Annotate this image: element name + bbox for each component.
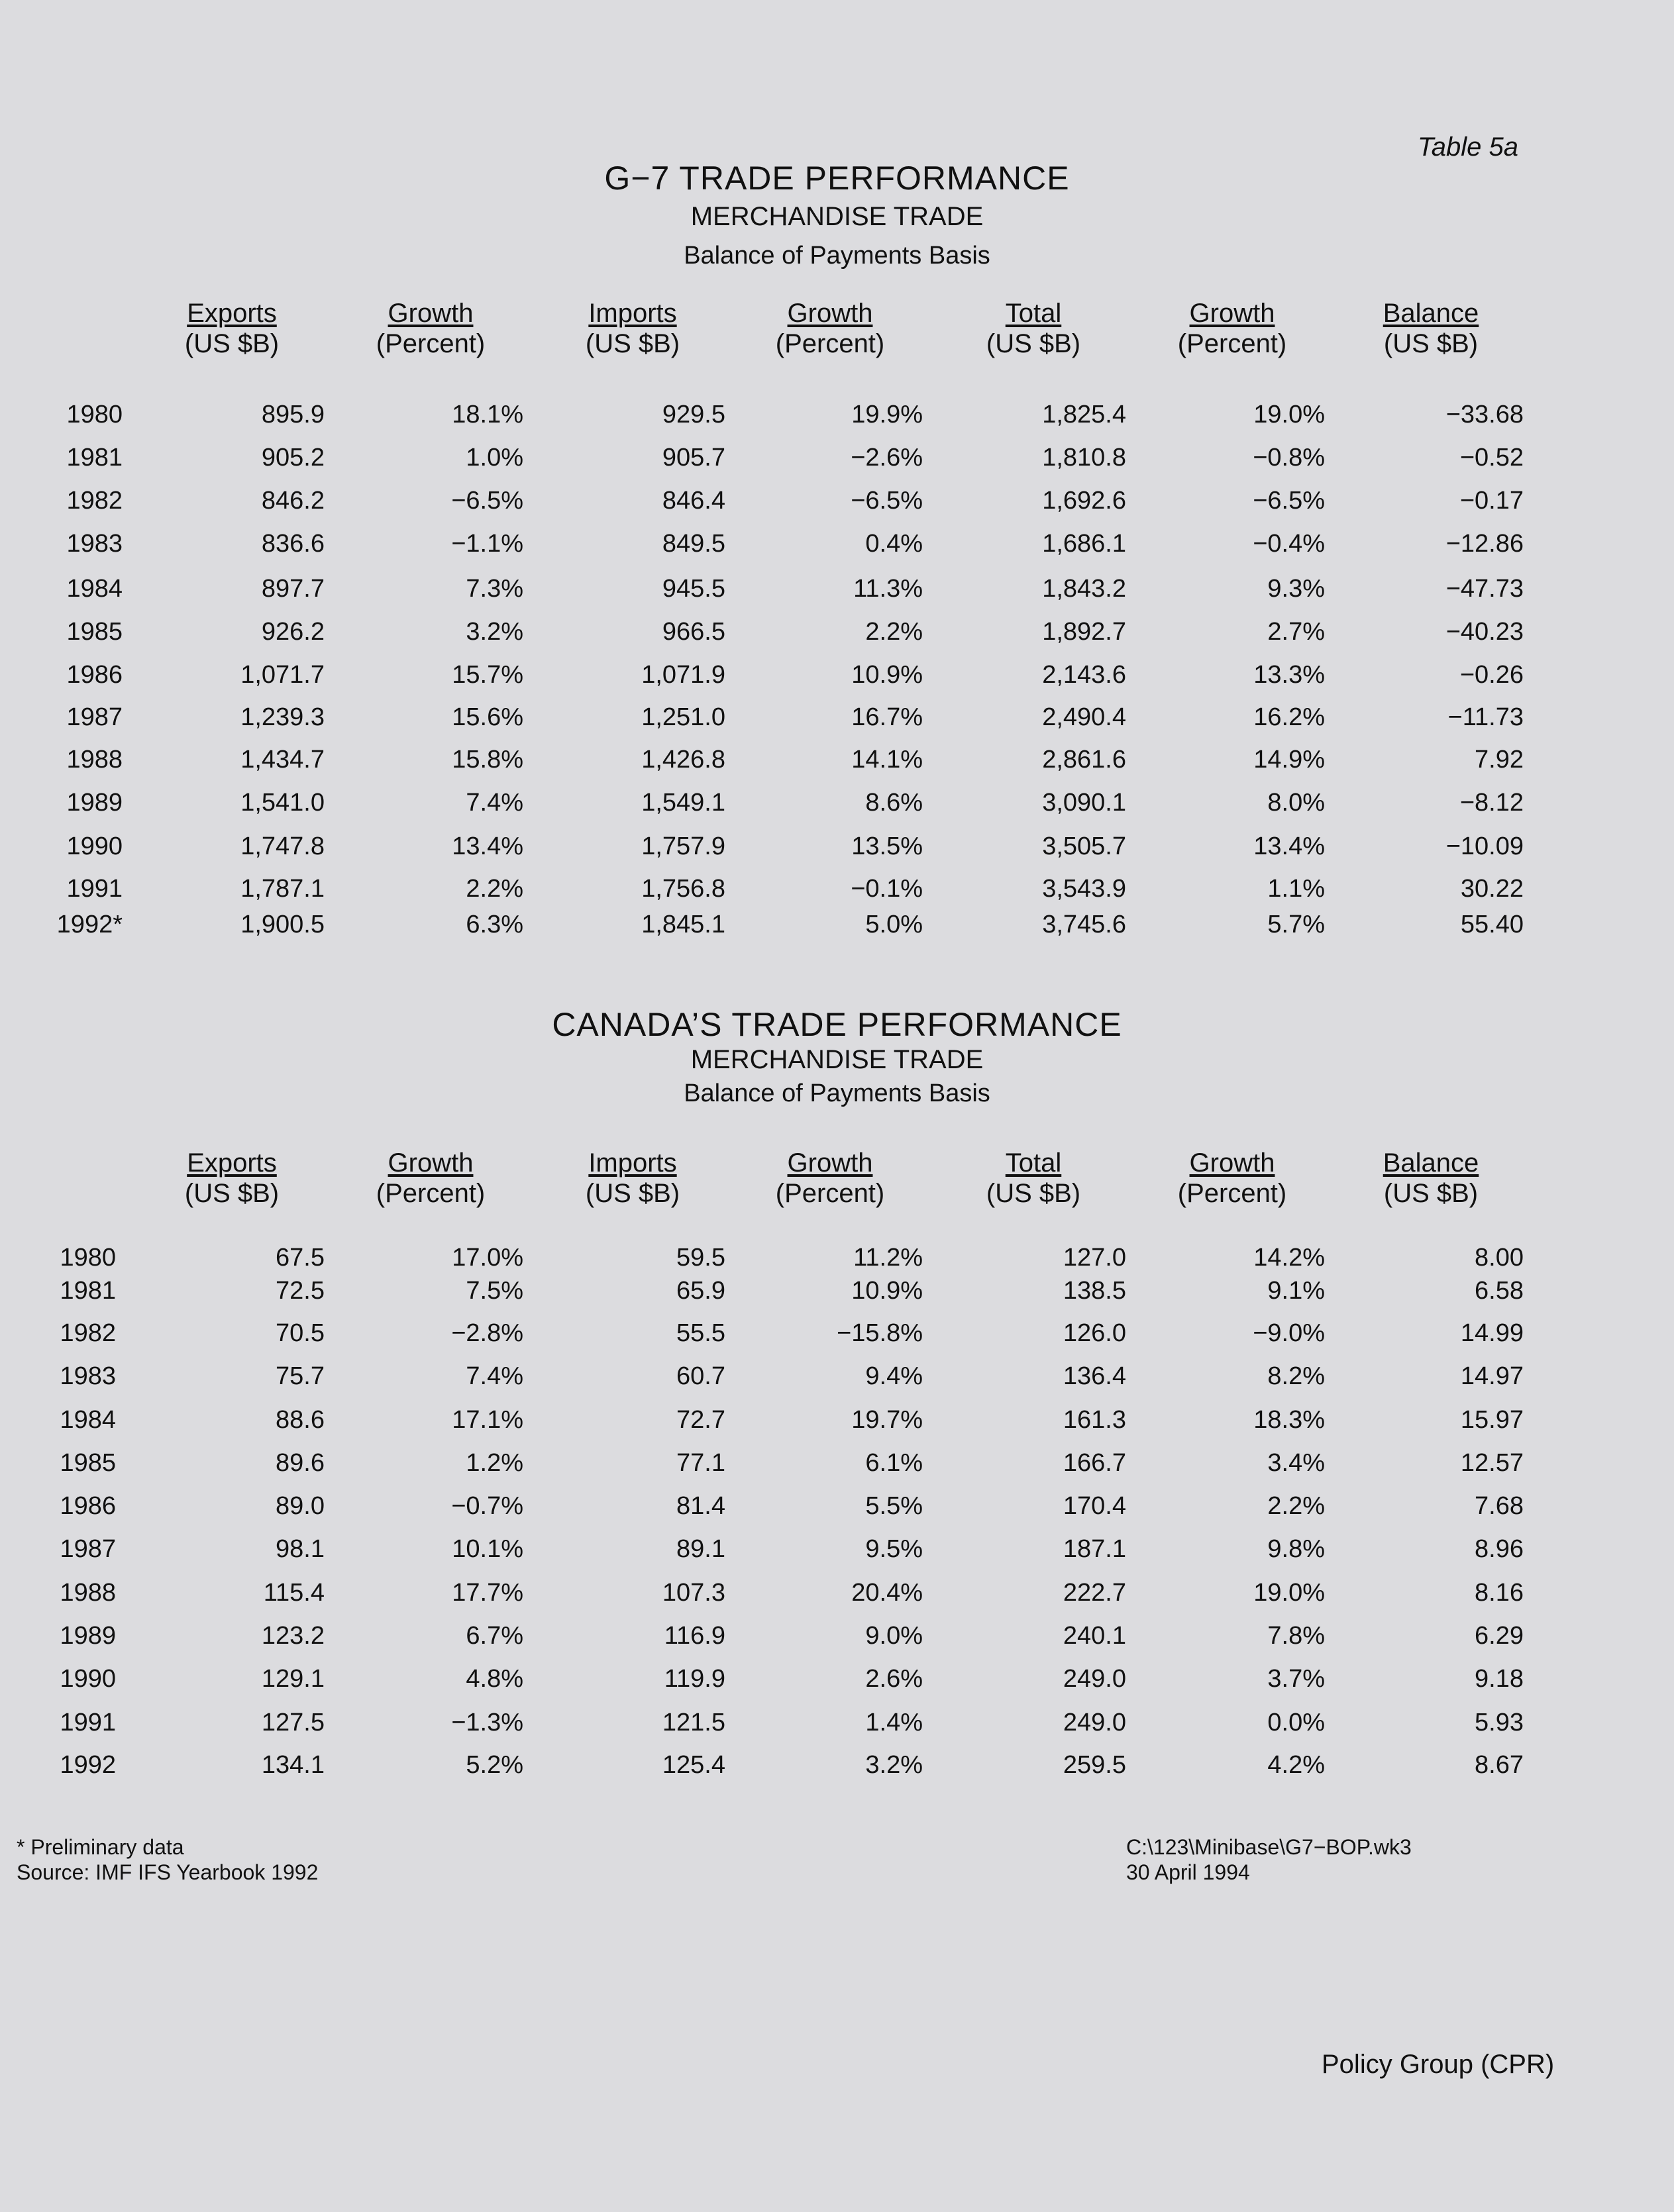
table-cell: −8.12 (1459, 789, 1524, 817)
table-cell: 895.9 (261, 401, 325, 428)
table-cell: 1,549.1 (641, 789, 725, 817)
table-cell: 161.3 (1063, 1406, 1126, 1434)
column-header-name: Exports (187, 299, 277, 328)
column-header-unit: (Percent) (1177, 329, 1287, 358)
table-cell: 14.97 (1460, 1362, 1524, 1390)
table-cell: 16.7% (851, 703, 923, 731)
table-cell: 72.5 (276, 1277, 325, 1305)
table-cell: 9.3% (1267, 575, 1325, 603)
table-cell: 846.2 (261, 487, 325, 515)
row-year: 1986 (66, 661, 123, 689)
table-cell: −6.5% (1253, 487, 1325, 515)
table-cell: 77.1 (676, 1449, 725, 1477)
table-cell: 2.2% (1267, 1492, 1325, 1520)
table-cell: −11.73 (1447, 703, 1524, 731)
row-year: 1982 (60, 1319, 116, 1347)
column-header-name: Exports (187, 1148, 277, 1178)
table-cell: 897.7 (261, 575, 325, 603)
row-year: 1985 (60, 1449, 116, 1477)
row-year: 1985 (66, 618, 123, 646)
column-header-unit: (US $B) (585, 1179, 680, 1208)
table-cell: 1,787.1 (240, 875, 325, 903)
column-header-unit: (US $B) (1383, 329, 1479, 358)
table-cell: 1,825.4 (1042, 401, 1126, 428)
table-cell: 15.6% (452, 703, 523, 731)
column-header-name: Growth (787, 299, 873, 328)
row-year: 1980 (66, 401, 123, 428)
table-cell: 127.5 (261, 1709, 325, 1736)
table-cell: −0.4% (1253, 530, 1325, 558)
table-cell: 13.4% (452, 832, 523, 860)
table-cell: 72.7 (676, 1406, 725, 1434)
table-cell: 10.1% (452, 1535, 523, 1563)
column-header (139, 298, 325, 359)
row-year: 1980 (60, 1244, 116, 1272)
table-cell: 966.5 (662, 618, 725, 646)
canada-title: CANADA’S TRADE PERFORMANCE (552, 1006, 1122, 1043)
table-cell: 136.4 (1063, 1362, 1126, 1390)
column-header-name: Total (1005, 1148, 1062, 1178)
table-cell: 1,071.9 (641, 661, 725, 689)
table-cell: 9.4% (865, 1362, 923, 1390)
table-cell: 55.5 (676, 1319, 725, 1347)
row-year: 1983 (66, 530, 123, 558)
table-cell: 1,756.8 (641, 875, 725, 903)
column-header-unit: (Percent) (775, 1179, 885, 1208)
table-cell: 1,251.0 (641, 703, 725, 731)
table-cell: 3.2% (466, 618, 523, 646)
row-year: 1992* (56, 911, 123, 938)
table-cell: 107.3 (662, 1579, 725, 1607)
table-cell: 5.5% (865, 1492, 923, 1520)
table-cell: 59.5 (676, 1244, 725, 1272)
table-cell: 1,845.1 (641, 911, 725, 938)
table-cell: 127.0 (1063, 1244, 1126, 1272)
table-cell: −0.7% (451, 1492, 523, 1520)
row-year: 1988 (66, 746, 123, 774)
table-cell: 125.4 (662, 1751, 725, 1779)
column-header-unit: (Percent) (775, 329, 885, 358)
table-cell: 8.2% (1267, 1362, 1325, 1390)
table-cell: 9.1% (1267, 1277, 1325, 1305)
column-header-unit: (Percent) (376, 1179, 486, 1208)
column-header-name: Growth (1189, 1148, 1275, 1178)
column-header-unit: (US $B) (986, 1179, 1081, 1208)
column-header-unit: (US $B) (1383, 1179, 1479, 1208)
g7-title: G−7 TRADE PERFORMANCE (604, 160, 1070, 197)
table-cell: 16.2% (1253, 703, 1325, 731)
table-cell: 1,426.8 (641, 746, 725, 774)
table-cell: 3,505.7 (1042, 832, 1126, 860)
table-cell: 134.1 (261, 1751, 325, 1779)
column-header-unit: (Percent) (1177, 1179, 1287, 1208)
row-year: 1990 (66, 832, 123, 860)
table-cell: 2.7% (1267, 618, 1325, 646)
row-year: 1981 (60, 1277, 116, 1305)
column-header-name: Growth (388, 1148, 474, 1178)
table-cell: −15.8% (837, 1319, 923, 1347)
table-cell: 5.7% (1267, 911, 1325, 938)
table-cell: 9.0% (865, 1622, 923, 1650)
table-cell: 1,747.8 (240, 832, 325, 860)
table-cell: 67.5 (276, 1244, 325, 1272)
table-cell: 1.2% (466, 1449, 523, 1477)
table-cell: 3,745.6 (1042, 911, 1126, 938)
column-header-name: Growth (787, 1148, 873, 1178)
row-year: 1983 (60, 1362, 116, 1390)
table-cell: −0.8% (1253, 444, 1325, 472)
column-header-unit: (US $B) (184, 329, 280, 358)
row-year: 1991 (66, 875, 123, 903)
row-year: 1989 (60, 1622, 116, 1650)
table-cell: 7.92 (1475, 746, 1524, 774)
table-cell: 98.1 (276, 1535, 325, 1563)
table-cell: 8.00 (1475, 1244, 1524, 1272)
table-cell: 14.9% (1253, 746, 1325, 774)
table-cell: 129.1 (261, 1665, 325, 1693)
table-cell: 75.7 (276, 1362, 325, 1390)
table-cell: 1,692.6 (1042, 487, 1126, 515)
table-cell: 1,843.2 (1042, 575, 1126, 603)
column-header-name: Growth (388, 299, 474, 328)
table-cell: 166.7 (1063, 1449, 1126, 1477)
table-cell: −12.86 (1445, 530, 1524, 558)
table-cell: 70.5 (276, 1319, 325, 1347)
table-cell: 12.57 (1460, 1449, 1524, 1477)
table-cell: 6.7% (466, 1622, 523, 1650)
column-header-name: Balance (1383, 1148, 1479, 1178)
row-year: 1984 (60, 1406, 116, 1434)
table-cell: 3.4% (1267, 1449, 1325, 1477)
table-cell: 121.5 (662, 1709, 725, 1736)
column-header (1338, 1148, 1524, 1209)
row-year: 1988 (60, 1579, 116, 1607)
table-cell: −40.23 (1445, 618, 1524, 646)
table-cell: 7.3% (466, 575, 523, 603)
table-cell: −10.09 (1445, 832, 1524, 860)
table-cell: 19.0% (1253, 1579, 1325, 1607)
table-cell: 89.1 (676, 1535, 725, 1563)
table-cell: 2,143.6 (1042, 661, 1126, 689)
table-cell: 8.6% (865, 789, 923, 817)
table-cell: 123.2 (261, 1622, 325, 1650)
table-cell: 19.7% (851, 1406, 923, 1434)
table-cell: 1,071.7 (240, 661, 325, 689)
table-cell: −1.3% (451, 1709, 523, 1736)
table-cell: 170.4 (1063, 1492, 1126, 1520)
table-cell: 8.96 (1475, 1535, 1524, 1563)
source-note: Source: IMF IFS Yearbook 1992 (17, 1860, 319, 1884)
table-cell: 7.8% (1267, 1622, 1325, 1650)
table-cell: 115.4 (263, 1579, 325, 1607)
column-header-name: Balance (1383, 299, 1479, 328)
table-cell: 1,434.7 (240, 746, 325, 774)
table-cell: 13.5% (851, 832, 923, 860)
table-cell: 17.0% (452, 1244, 523, 1272)
table-cell: −0.17 (1459, 487, 1524, 515)
row-year: 1984 (66, 575, 123, 603)
table-cell: 849.5 (662, 530, 725, 558)
table-cell: 929.5 (662, 401, 725, 428)
table-cell: 7.4% (466, 789, 523, 817)
table-cell: 15.8% (452, 746, 523, 774)
table-cell: 60.7 (676, 1362, 725, 1390)
table-cell: 5.2% (466, 1751, 523, 1779)
table-cell: 926.2 (261, 618, 325, 646)
table-cell: 240.1 (1063, 1622, 1126, 1650)
column-header (338, 1148, 523, 1209)
row-year: 1990 (60, 1665, 116, 1693)
table-cell: 65.9 (676, 1277, 725, 1305)
table-cell: −9.0% (1253, 1319, 1325, 1347)
table-cell: 126.0 (1063, 1319, 1126, 1347)
table-cell: 1,900.5 (240, 911, 325, 938)
table-label: Table 5a (1418, 132, 1518, 162)
column-header (1139, 298, 1325, 359)
table-cell: 1.4% (865, 1709, 923, 1736)
table-cell: 14.2% (1253, 1244, 1325, 1272)
table-cell: 10.9% (851, 661, 923, 689)
table-cell: 20.4% (851, 1579, 923, 1607)
table-cell: 30.22 (1460, 875, 1524, 903)
column-header (941, 298, 1126, 359)
row-year: 1992 (60, 1751, 116, 1779)
table-cell: 55.40 (1460, 911, 1524, 938)
table-cell: −47.73 (1445, 575, 1524, 603)
table-cell: 3.7% (1267, 1665, 1325, 1693)
table-cell: 19.0% (1253, 401, 1325, 428)
table-cell: 116.9 (664, 1622, 725, 1650)
table-cell: −6.5% (851, 487, 923, 515)
table-cell: 7.4% (466, 1362, 523, 1390)
table-cell: 905.2 (261, 444, 325, 472)
file-date: 30 April 1994 (1126, 1860, 1250, 1884)
table-cell: 222.7 (1063, 1579, 1126, 1607)
policy-group-label: Policy Group (CPR) (1322, 2050, 1555, 2079)
row-year: 1987 (66, 703, 123, 731)
table-cell: 6.29 (1475, 1622, 1524, 1650)
table-cell: 7.68 (1475, 1492, 1524, 1520)
row-year: 1986 (60, 1492, 116, 1520)
table-cell: 13.3% (1253, 661, 1325, 689)
table-cell: 836.6 (261, 530, 325, 558)
column-header-unit: (Percent) (376, 329, 486, 358)
table-cell: 4.2% (1267, 1751, 1325, 1779)
table-cell: 18.3% (1253, 1406, 1325, 1434)
table-cell: 9.8% (1267, 1535, 1325, 1563)
column-header-unit: (US $B) (184, 1179, 280, 1208)
table-cell: 89.0 (276, 1492, 325, 1520)
table-cell: 89.6 (276, 1449, 325, 1477)
canada-basis: Balance of Payments Basis (684, 1080, 990, 1107)
row-year: 1981 (66, 444, 123, 472)
table-cell: 9.18 (1475, 1665, 1524, 1693)
table-cell: 4.8% (466, 1665, 523, 1693)
table-cell: 2,861.6 (1042, 746, 1126, 774)
table-cell: 8.67 (1475, 1751, 1524, 1779)
file-path: C:\123\Minibase\G7−BOP.wk3 (1126, 1835, 1412, 1859)
table-cell: −0.52 (1459, 444, 1524, 472)
column-header (540, 1148, 725, 1209)
column-header (540, 298, 725, 359)
column-header-unit: (US $B) (986, 329, 1081, 358)
table-cell: 2.2% (466, 875, 523, 903)
table-cell: 0.0% (1267, 1709, 1325, 1736)
table-cell: 3,543.9 (1042, 875, 1126, 903)
table-cell: 17.1% (452, 1406, 523, 1434)
column-header-name: Growth (1189, 299, 1275, 328)
table-cell: 945.5 (662, 575, 725, 603)
table-cell: −0.26 (1459, 661, 1524, 689)
table-cell: 138.5 (1063, 1277, 1126, 1305)
table-cell: 5.0% (865, 911, 923, 938)
table-cell: 9.5% (865, 1535, 923, 1563)
table-cell: 187.1 (1063, 1535, 1126, 1563)
table-cell: 2.2% (865, 618, 923, 646)
row-year: 1989 (66, 789, 123, 817)
table-cell: 17.7% (452, 1579, 523, 1607)
table-cell: 6.3% (466, 911, 523, 938)
column-header (737, 1148, 923, 1209)
canada-subtitle: MERCHANDISE TRADE (690, 1045, 984, 1074)
table-cell: 1,686.1 (1042, 530, 1126, 558)
table-cell: 6.58 (1475, 1277, 1524, 1305)
table-cell: 15.97 (1460, 1406, 1524, 1434)
table-cell: 10.9% (851, 1277, 923, 1305)
column-header-name: Total (1005, 299, 1062, 328)
column-header (737, 298, 923, 359)
table-cell: 3.2% (865, 1751, 923, 1779)
table-cell: 1,239.3 (240, 703, 325, 731)
table-cell: 1.1% (1267, 875, 1325, 903)
column-header-name: Imports (588, 1148, 677, 1178)
column-header-name: Imports (588, 299, 677, 328)
table-cell: 7.5% (466, 1277, 523, 1305)
table-cell: 2.6% (865, 1665, 923, 1693)
table-cell: 8.16 (1475, 1579, 1524, 1607)
table-cell: 1,892.7 (1042, 618, 1126, 646)
table-cell: 15.7% (452, 661, 523, 689)
table-cell: 81.4 (676, 1492, 725, 1520)
column-header (338, 298, 523, 359)
column-header (941, 1148, 1126, 1209)
table-cell: 1,541.0 (240, 789, 325, 817)
table-cell: −2.6% (851, 444, 923, 472)
table-cell: 8.0% (1267, 789, 1325, 817)
table-cell: 19.9% (851, 401, 923, 428)
g7-subtitle: MERCHANDISE TRADE (690, 202, 984, 231)
table-cell: 249.0 (1063, 1709, 1126, 1736)
footnote-preliminary: * Preliminary data (17, 1835, 184, 1859)
table-cell: 119.9 (664, 1665, 725, 1693)
row-year: 1991 (60, 1709, 116, 1736)
table-cell: 1.0% (466, 444, 523, 472)
table-cell: 14.99 (1460, 1319, 1524, 1347)
table-cell: −0.1% (851, 875, 923, 903)
column-header (139, 1148, 325, 1209)
column-header-unit: (US $B) (585, 329, 680, 358)
g7-basis: Balance of Payments Basis (684, 242, 990, 270)
table-cell: 6.1% (865, 1449, 923, 1477)
table-cell: −2.8% (451, 1319, 523, 1347)
table-cell: 259.5 (1063, 1751, 1126, 1779)
table-cell: 3,090.1 (1042, 789, 1126, 817)
table-cell: 905.7 (662, 444, 725, 472)
table-cell: 14.1% (851, 746, 923, 774)
table-cell: 2,490.4 (1042, 703, 1126, 731)
table-cell: 846.4 (662, 487, 725, 515)
table-cell: 13.4% (1253, 832, 1325, 860)
row-year: 1987 (60, 1535, 116, 1563)
table-cell: 5.93 (1475, 1709, 1524, 1736)
table-cell: 1,757.9 (641, 832, 725, 860)
column-header (1338, 298, 1524, 359)
table-cell: 11.3% (853, 575, 923, 603)
table-cell: 1,810.8 (1042, 444, 1126, 472)
table-cell: −1.1% (451, 530, 523, 558)
table-cell: 249.0 (1063, 1665, 1126, 1693)
table-cell: −6.5% (451, 487, 523, 515)
table-cell: 88.6 (276, 1406, 325, 1434)
table-cell: −33.68 (1445, 401, 1524, 428)
table-cell: 11.2% (853, 1244, 923, 1272)
table-cell: 0.4% (865, 530, 923, 558)
table-cell: 18.1% (452, 401, 523, 428)
row-year: 1982 (66, 487, 123, 515)
column-header (1139, 1148, 1325, 1209)
